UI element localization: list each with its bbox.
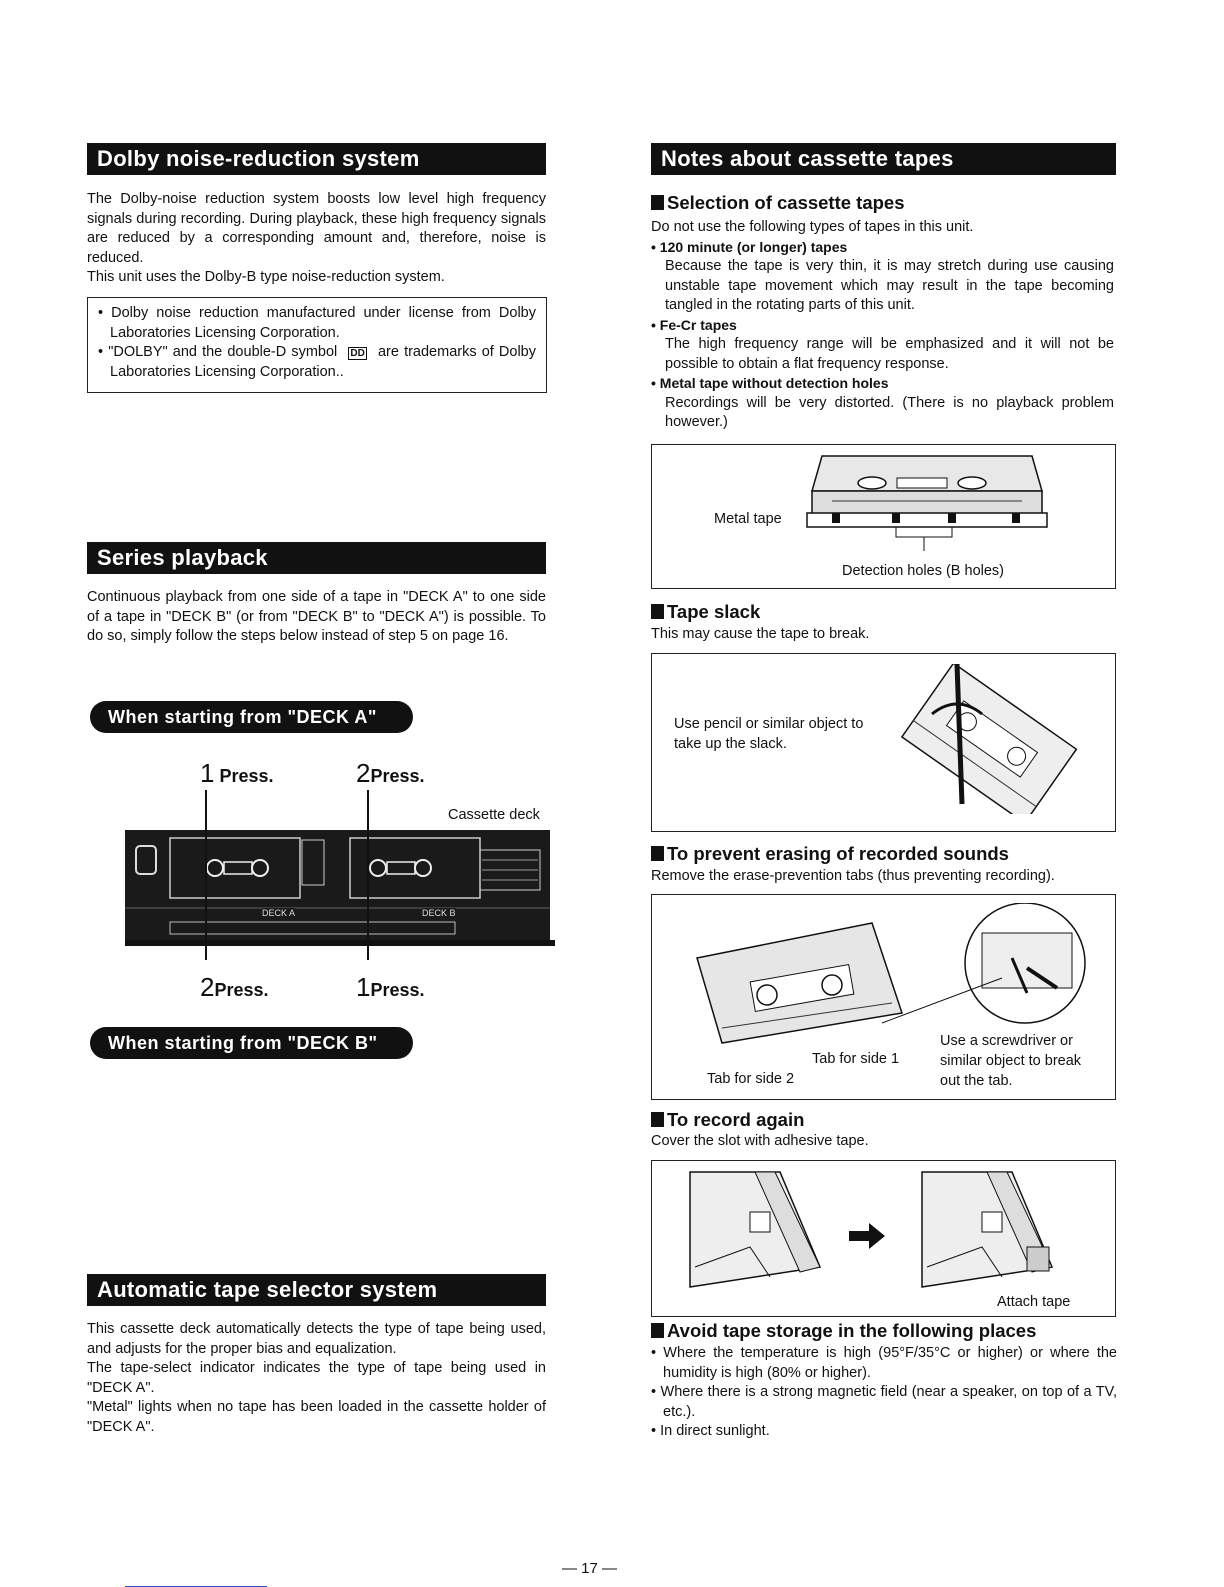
tape-type-2-body: The high frequency range will be emphasized and it will not be possible to obtain a flat frequency response. bbox=[665, 336, 1114, 372]
dolby-title: Dolby noise-reduction system bbox=[87, 143, 546, 175]
dolby-paragraph-2: This unit uses the Dolby-B type noise-reduction system. bbox=[87, 269, 445, 285]
tape-slack-heading: Tape slack bbox=[651, 601, 760, 623]
bullet-square-icon bbox=[651, 1323, 664, 1338]
deck-b-pill: When starting from "DECK B" bbox=[90, 1027, 413, 1059]
avoid-item-3: • In direct sunlight. bbox=[651, 1423, 770, 1439]
erase-text: Remove the erase-prevention tabs (thus preventing recording). bbox=[651, 868, 1055, 884]
double-d-symbol-icon: DD bbox=[350, 348, 365, 359]
screwdriver-text: Use a screwdriver or similar object to break out the tab. bbox=[940, 1033, 1082, 1089]
dolby-license-box bbox=[87, 297, 547, 393]
series-text bbox=[87, 588, 546, 647]
record-again-figure bbox=[651, 1160, 1116, 1317]
slack-fig-text: Use pencil or similar object to take up the slack. bbox=[674, 716, 864, 752]
step-2-press-top: 2Press. bbox=[356, 758, 425, 788]
license-note: • Dolby noise reduction manufactured under license from Dolby Laboratories Licensing Corporation. bbox=[98, 305, 536, 341]
record-again-text: Cover the slot with adhesive tape. bbox=[651, 1133, 869, 1149]
avoid-storage-list bbox=[651, 1344, 1117, 1442]
deck-b-text: DECK B bbox=[422, 908, 456, 918]
avoid-item-2: • Where there is a strong magnetic field (near a speaker, on top of a TV, etc.). bbox=[651, 1384, 1117, 1420]
auto-paragraph-2: The tape-select indicator indicates the type of tape being used in "DECK A". bbox=[87, 1360, 546, 1396]
cover-slot-after-icon bbox=[912, 1167, 1062, 1307]
tape-type-1-body: Because the tape is very thin, it is may stretch during use causing unstable tape movement which may result in the tape becoming tangled in the rotating parts of this unit. bbox=[665, 258, 1114, 313]
record-again-heading: To record again bbox=[651, 1109, 804, 1131]
tape-type-1-head: • 120 minute (or longer) tapes bbox=[651, 238, 848, 255]
auto-paragraph-3: "Metal" lights when no tape has been loaded in the cassette holder of "DECK A". bbox=[87, 1399, 546, 1435]
selection-intro: Do not use the following types of tapes in this unit. bbox=[651, 219, 974, 235]
tab-side-1-label: Tab for side 1 bbox=[812, 1051, 900, 1067]
tape-type-2-head: • Fe-Cr tapes bbox=[651, 316, 737, 333]
bullet-square-icon bbox=[651, 604, 664, 619]
right-arrow-icon bbox=[847, 1221, 887, 1251]
tab-side-2-label: Tab for side 2 bbox=[707, 1071, 795, 1087]
notes-title: Notes about cassette tapes bbox=[651, 143, 1116, 175]
dolby-text bbox=[87, 190, 546, 288]
cover-slot-before-icon bbox=[680, 1167, 830, 1307]
dolby-paragraph: The Dolby-noise reduction system boosts low level high frequency signals during recording. During playback, these high frequency signals are reduced by a corresponding amount and, therefore, noise is reduced. bbox=[87, 191, 546, 266]
deck-a-text: DECK A bbox=[262, 908, 296, 918]
avoid-storage-heading: Avoid tape storage in the following places bbox=[651, 1320, 1036, 1342]
attach-tape-label: Attach tape bbox=[997, 1294, 1071, 1310]
cassette-icon bbox=[802, 451, 1052, 551]
deck-a-pill: When starting from "DECK A" bbox=[90, 701, 413, 733]
series-paragraph: Continuous playback from one side of a tape in "DECK A" to one side of a tape in "DECK B" (or from "DECK B" to "DECK A") is possible. To do so, simply follow the steps below instead of step 5 on page 16. bbox=[87, 589, 546, 644]
metal-tape-label: Metal tape bbox=[714, 511, 782, 527]
tape-type-3-body: Recordings will be very distorted. (There is no playback problem however.) bbox=[665, 394, 1114, 430]
tape-slack-figure bbox=[651, 653, 1116, 832]
auto-text bbox=[87, 1320, 546, 1437]
auto-paragraph-1: This cassette deck automatically detects the type of tape being used, and adjusts for the proper bias and equalization. bbox=[87, 1321, 546, 1357]
selection-text bbox=[651, 218, 1114, 433]
erase-tab-figure bbox=[651, 894, 1116, 1100]
pencil-cassette-icon bbox=[897, 664, 1087, 814]
step-1-press-top: 1 Press. bbox=[200, 758, 274, 788]
trademark-note: • "DOLBY" and the double-D symbol DD are trademarks of Dolby Laboratories Licensing Corporation.. bbox=[98, 344, 536, 380]
step-1-press-bottom: 1Press. bbox=[356, 972, 425, 1002]
step-2-press-bottom: 2Press. bbox=[200, 972, 269, 1002]
bullet-square-icon bbox=[651, 846, 664, 861]
avoid-item-1: • Where the temperature is high (95°F/35°C or higher) or where the humidity is high (80% or higher). bbox=[651, 1345, 1117, 1381]
series-title: Series playback bbox=[87, 542, 546, 574]
cassette-deck-illustration bbox=[120, 790, 560, 960]
tape-type-3-head: • Metal tape without detection holes bbox=[651, 375, 889, 391]
metal-tape-figure bbox=[651, 444, 1116, 589]
tape-slack-text: This may cause the tape to break. bbox=[651, 626, 870, 642]
bullet-square-icon bbox=[651, 1112, 664, 1127]
selection-heading: Selection of cassette tapes bbox=[651, 192, 905, 214]
page-number: — 17 — bbox=[562, 1560, 618, 1577]
cassette-deck-label: Cassette deck bbox=[448, 807, 540, 823]
auto-title: Automatic tape selector system bbox=[87, 1274, 546, 1306]
detection-holes-label: Detection holes (B holes) bbox=[842, 563, 1004, 579]
bullet-square-icon bbox=[651, 195, 664, 210]
erase-heading: To prevent erasing of recorded sounds bbox=[651, 843, 1009, 865]
